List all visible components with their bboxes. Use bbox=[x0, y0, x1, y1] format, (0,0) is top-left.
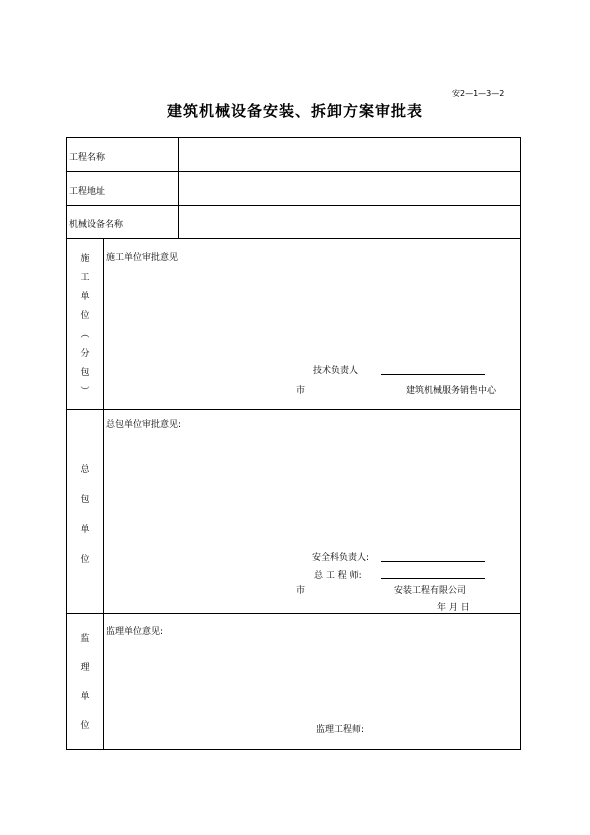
project-name-field[interactable] bbox=[180, 138, 520, 171]
equipment-name-field[interactable] bbox=[180, 207, 520, 238]
city-label: 市 bbox=[296, 586, 306, 596]
date-label: 年 月 日 bbox=[437, 603, 470, 613]
form-code: 安2—1—3—2 bbox=[452, 89, 505, 98]
safety-lead-label: 安全科负责人: bbox=[312, 553, 370, 563]
chief-engineer-signature-line[interactable] bbox=[381, 578, 485, 579]
row-divider bbox=[67, 409, 520, 410]
supervisor-opinion-label: 监理单位意见: bbox=[106, 627, 164, 637]
company-name: 安装工程有限公司 bbox=[394, 586, 467, 596]
general-contractor-opinion-label: 总包单位审批意见: bbox=[106, 420, 182, 430]
column-divider bbox=[103, 238, 104, 750]
row-divider bbox=[67, 171, 520, 172]
general-contractor-vertical-label: 总 包 单 位 bbox=[80, 465, 90, 565]
contractor-vertical-label: 施 工 单 位 ︵ 分 包 ︶ bbox=[80, 254, 90, 397]
supervisor-engineer-label: 监理工程师: bbox=[316, 725, 365, 735]
chief-engineer-label: 总 工 程 师: bbox=[314, 571, 362, 581]
safety-lead-signature-line[interactable] bbox=[381, 561, 485, 562]
org-name: 建筑机械服务销售中心 bbox=[406, 386, 497, 396]
column-divider bbox=[178, 138, 179, 238]
row-divider bbox=[67, 238, 520, 239]
approval-form-table bbox=[66, 137, 521, 750]
row-divider bbox=[67, 205, 520, 206]
project-name-label: 工程名称 bbox=[69, 153, 106, 163]
row-divider bbox=[67, 613, 520, 614]
supervisor-vertical-label: 监 理 单 位 bbox=[80, 634, 90, 731]
project-address-label: 工程地址 bbox=[69, 187, 106, 197]
contractor-opinion-label: 施工单位审批意见 bbox=[106, 253, 179, 263]
page-title: 建筑机械设备安装、拆卸方案审批表 bbox=[166, 102, 423, 120]
project-address-field[interactable] bbox=[180, 173, 520, 205]
tech-lead-label: 技术负责人 bbox=[313, 366, 359, 376]
city-label: 市 bbox=[296, 386, 306, 396]
equipment-name-label: 机械设备名称 bbox=[69, 220, 124, 230]
tech-lead-signature-line[interactable] bbox=[381, 374, 485, 375]
